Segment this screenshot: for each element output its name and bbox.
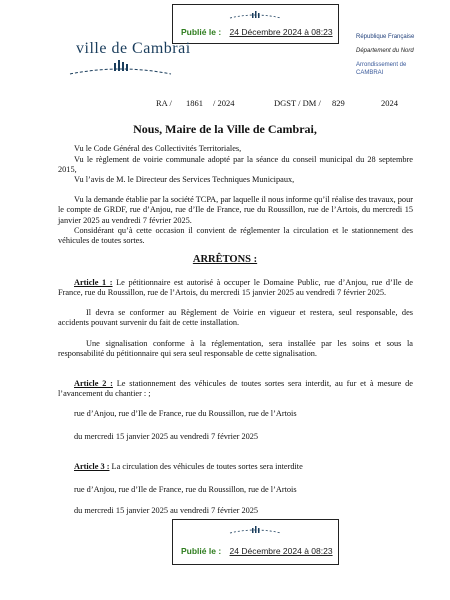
article-1-label: Article 1 : xyxy=(74,278,113,287)
article-1 xyxy=(58,278,413,299)
arrondissement-line2: CAMBRAI xyxy=(356,70,384,76)
stamp-logo-icon xyxy=(228,524,283,536)
article-2-streets: rue d’Anjou, rue d’Ile de France, rue du Roussillon, rue de l’Artois xyxy=(74,409,297,418)
article-3-streets: rue d’Anjou, rue d’Ile de France, rue du Roussillon, rue de l’Artois xyxy=(74,485,297,494)
article-2 xyxy=(58,379,413,400)
article-1-text: Le pétitionnaire est autorisé à occuper le Domaine Public, rue d’Anjou, rue d’Ile de France, rue du Roussillon, rue de l’Artois, du mercredi 15 janvier 2025 au vendredi 7 février 2025. xyxy=(58,278,413,298)
article-1-signalisation: Une signalisation conforme à la réglementation, sera installée par les soins et sous la responsabilité du pétitionnaire qui sera seul responsable de cette signalisation. xyxy=(58,339,413,359)
city-logo-text: ville de Cambrai xyxy=(76,40,191,57)
city-logo-icon xyxy=(68,58,173,78)
article-2-text: Le stationnement des véhicules de toutes sortes sera interdit, au fur et à mesure de l’avancement du chantier : ; xyxy=(58,379,413,399)
arrondissement-line1: Arrondissement de xyxy=(356,62,407,68)
ref-ra: RA / xyxy=(156,98,172,108)
article-2-label: Article 2 : xyxy=(74,379,113,388)
departement-label: Département du Nord xyxy=(356,48,414,54)
publication-stamp-bottom xyxy=(172,519,339,565)
article-3-dates: du mercredi 15 janvier 2025 au vendredi 7 février 2025 xyxy=(74,506,259,515)
article-2-dates: du mercredi 15 janvier 2025 au vendredi 7 février 2025 xyxy=(74,432,259,441)
article-3-text: La circulation des véhicules de toutes sortes sera interdite xyxy=(109,462,303,471)
ref-number: 1861 xyxy=(186,98,203,108)
considerant-paragraph: Considérant qu’à cette occasion il convient de réglementer la circulation et le stationnement des véhicules de toutes sortes. xyxy=(58,226,413,246)
ref-service: DGST / DM / xyxy=(274,98,321,108)
stamp-label: Publié le : xyxy=(181,27,222,37)
article-3 xyxy=(58,462,413,472)
publication-stamp-top xyxy=(172,4,339,44)
ref-code: 829 xyxy=(332,98,345,108)
ref-year: 2024 xyxy=(381,98,398,108)
visa-cgct: Vu le Code Général des Collectivités Territoriales, xyxy=(74,144,242,153)
stamp-logo-icon xyxy=(228,9,283,21)
demande-paragraph: Vu la demande établie par la société TCPA, par laquelle il nous informe qu’il réalise des travaux, pour le compte de GRDF, rue d’Anjou, rue d’Ile de France, rue du Roussillon, rue de l’Artois, du mercredi 15 janvier 2025 au vendredi 7 février 2025. xyxy=(58,195,413,225)
stamp-label: Publié le : xyxy=(181,546,222,556)
administrative-header xyxy=(356,33,448,77)
document-title: Nous, Maire de la Ville de Cambrai, xyxy=(133,122,317,136)
visa-reglement: Vu le règlement de voirie communale adopté par la séance du conseil municipal du 28 septembre 2015, xyxy=(58,154,413,174)
article-1-responsabilite: Il devra se conformer au Règlement de Voirie en vigueur et restera, seul responsable, des accidents pouvant survenir du fait de cette installation. xyxy=(58,308,413,328)
visa-avis: Vu l’avis de M. le Directeur des Services Techniques Municipaux, xyxy=(74,175,295,184)
stamp-date: 24 Décembre 2024 à 08:23 xyxy=(229,27,333,37)
arretons-heading: ARRÊTONS : xyxy=(192,254,258,265)
article-3-label: Article 3 : xyxy=(74,462,110,471)
stamp-date: 24 Décembre 2024 à 08:23 xyxy=(229,546,333,556)
republique-label: République Française xyxy=(356,34,415,40)
ref-year-slash: / 2024 xyxy=(213,98,235,108)
